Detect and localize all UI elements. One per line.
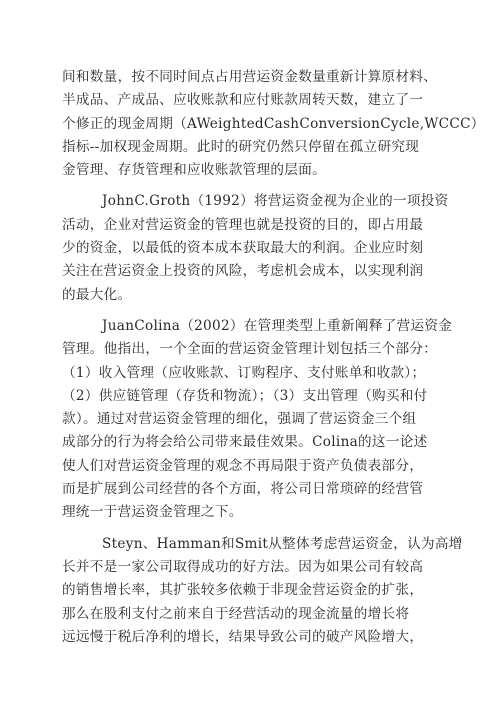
text-line: 款）。通过对营运资金管理的细化，强调了营运资金三个组 (62, 411, 417, 428)
text-line: 使人们对营运资金管理的观念不再局限于资产负债表部分， (62, 457, 424, 474)
text-line: 个修正的现金周期（AWeightedCashConversionCycle,WCCC） (62, 115, 485, 132)
text-line: 长并不是一家公司取得成功的好方法。因为如果公司有较高 (62, 558, 424, 575)
text-line: 的最大化。 (62, 286, 132, 303)
text-line: 金管理、存货管理和应收账款管理的层面。 (62, 162, 326, 179)
text-line: （2）供应链管理（存货和物流）；（3）支出管理（购买和付 (62, 387, 428, 404)
paragraph (62, 66, 485, 182)
body-text (62, 66, 485, 649)
paragraph-spacer (62, 182, 442, 190)
text-line: JuanColina（2002）在管理类型上重新阐释了营运资金 (102, 317, 453, 334)
text-line: 理统一于营运资金管理之下。 (62, 504, 243, 521)
paragraph-spacer (62, 525, 442, 533)
text-line: 管理。他指出，一个全面的营运资金管理计划包括三个部分： (62, 341, 438, 358)
text-line: 的销售增长率，其扩张较多依赖于非现金营运资金的扩张， (62, 582, 424, 599)
paragraph (62, 533, 463, 649)
text-line: 关注在营运资金上投资的风险，考虑机会成本，以实现利润 (62, 263, 424, 280)
text-line: 远远慢于税后净利的增长，结果导致公司的破产风险增大， (62, 628, 424, 645)
text-line: 指标--加权现金周期。此时的研究仍然只停留在孤立研究现 (62, 138, 420, 155)
text-line: 活动，企业对营运资金的管理也就是投资的目的，即占用最 (62, 216, 424, 233)
text-line: 少的资金，以最低的资本成本获取最大的利润。企业应时刻 (62, 240, 424, 257)
text-line: 而是扩展到公司经营的各个方面，将公司日常琐碎的经营管 (62, 481, 424, 498)
text-line: （1）收入管理（应收账款、订购程序、支付账单和收款）； (62, 364, 426, 381)
paragraph (62, 315, 453, 525)
text-line: 那么在股利支付之前来自于经营活动的现金流量的增长将 (62, 605, 410, 622)
text-line: 半成品、产成品、应收账款和应付账款周转天数，建立了一 (62, 92, 424, 109)
text-line: 成部分的行为将会给公司带来最佳效果。Colina的这一论述 (62, 434, 428, 451)
text-line: JohnC.Groth（1992）将营运资金视为企业的一项投资 (102, 193, 449, 210)
paragraph-spacer (62, 307, 442, 315)
paragraph (62, 190, 449, 306)
text-line: 间和数量，按不同时间点占用营运资金数量重新计算原材料、 (62, 69, 438, 85)
text-line: Steyn、Hamman和Smit从整体考虑营运资金，认为高增 (102, 535, 463, 552)
